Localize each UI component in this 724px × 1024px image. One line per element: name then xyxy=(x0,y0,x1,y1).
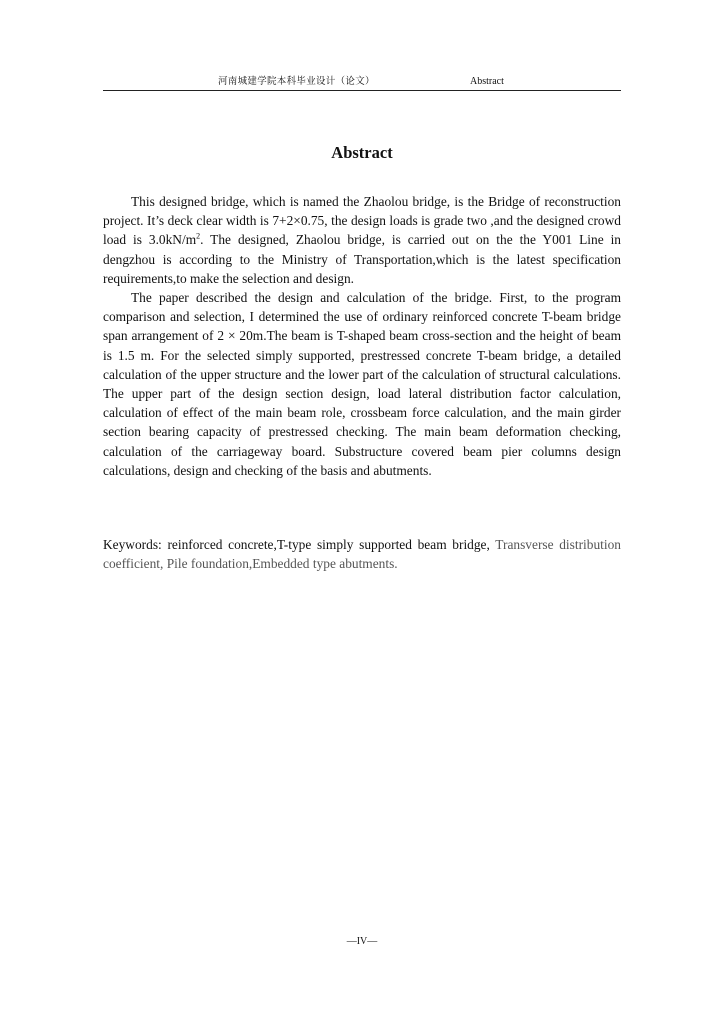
page-number: —IV— xyxy=(346,936,378,947)
page-header xyxy=(103,75,621,89)
paragraph-1-text-b: . The designed, Zhaolou bridge, is carried out on the the Y001 Line in dengzhou is according to the Ministry of Transportation,which is the latest specification requirements,to make the selection and design. xyxy=(103,232,621,286)
superscript-2: 2 xyxy=(196,231,201,241)
keywords-block xyxy=(103,535,621,573)
abstract-body xyxy=(103,192,621,480)
paragraph-1-text-a: This designed bridge, which is named the Zhaolou bridge, is the Bridge of reconstruction project. It’s deck clear width is 7+2×0.75, the design loads is grade two ,and the designed crowd load is 3.0kN/m xyxy=(103,194,621,248)
header-divider xyxy=(103,90,621,91)
header-thesis-title: 河南城建学院本科毕业设计（论文） xyxy=(218,76,375,87)
page-title: Abstract xyxy=(331,143,393,162)
header-section-name: Abstract xyxy=(470,76,504,87)
keywords-main: Keywords: reinforced concrete,T-type simply supported beam bridge, xyxy=(103,537,490,552)
keywords-secondary: Transverse distribution coefficient, Pile foundation,Embedded type abutments. xyxy=(103,537,621,572)
abstract-paragraph-2: The paper described the design and calculation of the bridge. First, to the program comparison and selection, I determined the use of ordinary reinforced concrete T-beam bridge span arrangement of 2 × 20m.The beam is T-shaped beam cross-section and the height of beam is 1.5 m. For the selected simply supported, prestressed concrete T-beam bridge, a detailed calculation of the upper structure and the lower part of the calculation of structural calculations. The upper part of the design section design, load lateral distribution factor calculation, calculation of effect of the main beam role, crossbeam force calculation, and the main girder section bearing capacity of prestressed checking. The main beam deformation checking, calculation of the carriageway board. Substructure covered beam pier columns design calculations, design and checking of the basis and abutments. xyxy=(103,290,621,478)
abstract-paragraph-1 xyxy=(103,192,621,288)
